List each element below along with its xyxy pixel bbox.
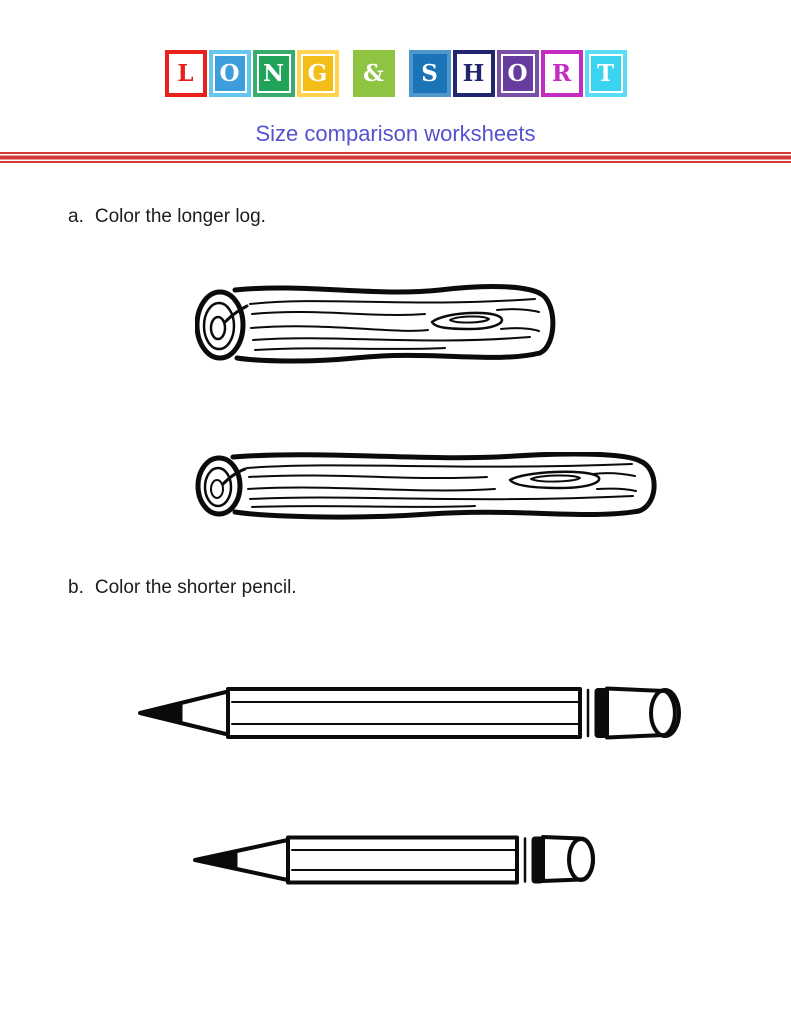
letter-block-0-l <box>165 50 207 97</box>
exercise-a-label <box>68 205 266 229</box>
letter-block-6-h <box>453 50 495 97</box>
block-letter: O <box>215 56 245 91</box>
block-letter: S <box>413 54 447 93</box>
pencil-long-figure <box>136 682 688 744</box>
pencil-long-image <box>136 682 688 744</box>
exercise-b-instruction: Color the shorter pencil. <box>94 577 297 598</box>
block-letter: L <box>171 56 201 91</box>
title-blocks <box>0 50 791 97</box>
divider-rule <box>0 152 791 163</box>
exercise-b-label <box>68 576 297 600</box>
log-short-figure <box>195 284 565 366</box>
subtitle: Size comparison worksheets <box>255 121 536 146</box>
block-spacer <box>396 73 408 74</box>
letter-block-1-o <box>209 50 251 97</box>
log-long-figure <box>195 452 668 520</box>
exercise-b-marker: b. <box>68 577 84 598</box>
log-short-image <box>195 284 565 366</box>
letter-block-5-s <box>409 50 451 97</box>
block-letter: H <box>459 56 489 91</box>
letter-block-2-n <box>253 50 295 97</box>
block-letter: R <box>547 56 577 91</box>
letter-block-3-g <box>297 50 339 97</box>
pencil-short-figure <box>191 831 596 889</box>
exercise-a-instruction: Color the longer log. <box>94 206 266 227</box>
block-letter: T <box>591 56 621 91</box>
pencil-short-image <box>191 831 596 889</box>
exercise-a-marker: a. <box>68 206 84 227</box>
letter-block-8-r <box>541 50 583 97</box>
block-spacer <box>340 73 352 74</box>
block-letter: O <box>503 56 533 91</box>
block-letter: & <box>357 54 391 93</box>
letter-block-9-t <box>585 50 627 97</box>
block-letter: G <box>303 56 333 91</box>
letter-block-4-amp <box>353 50 395 97</box>
letter-block-7-o <box>497 50 539 97</box>
block-letter: N <box>259 56 289 91</box>
log-long-image <box>195 452 668 520</box>
